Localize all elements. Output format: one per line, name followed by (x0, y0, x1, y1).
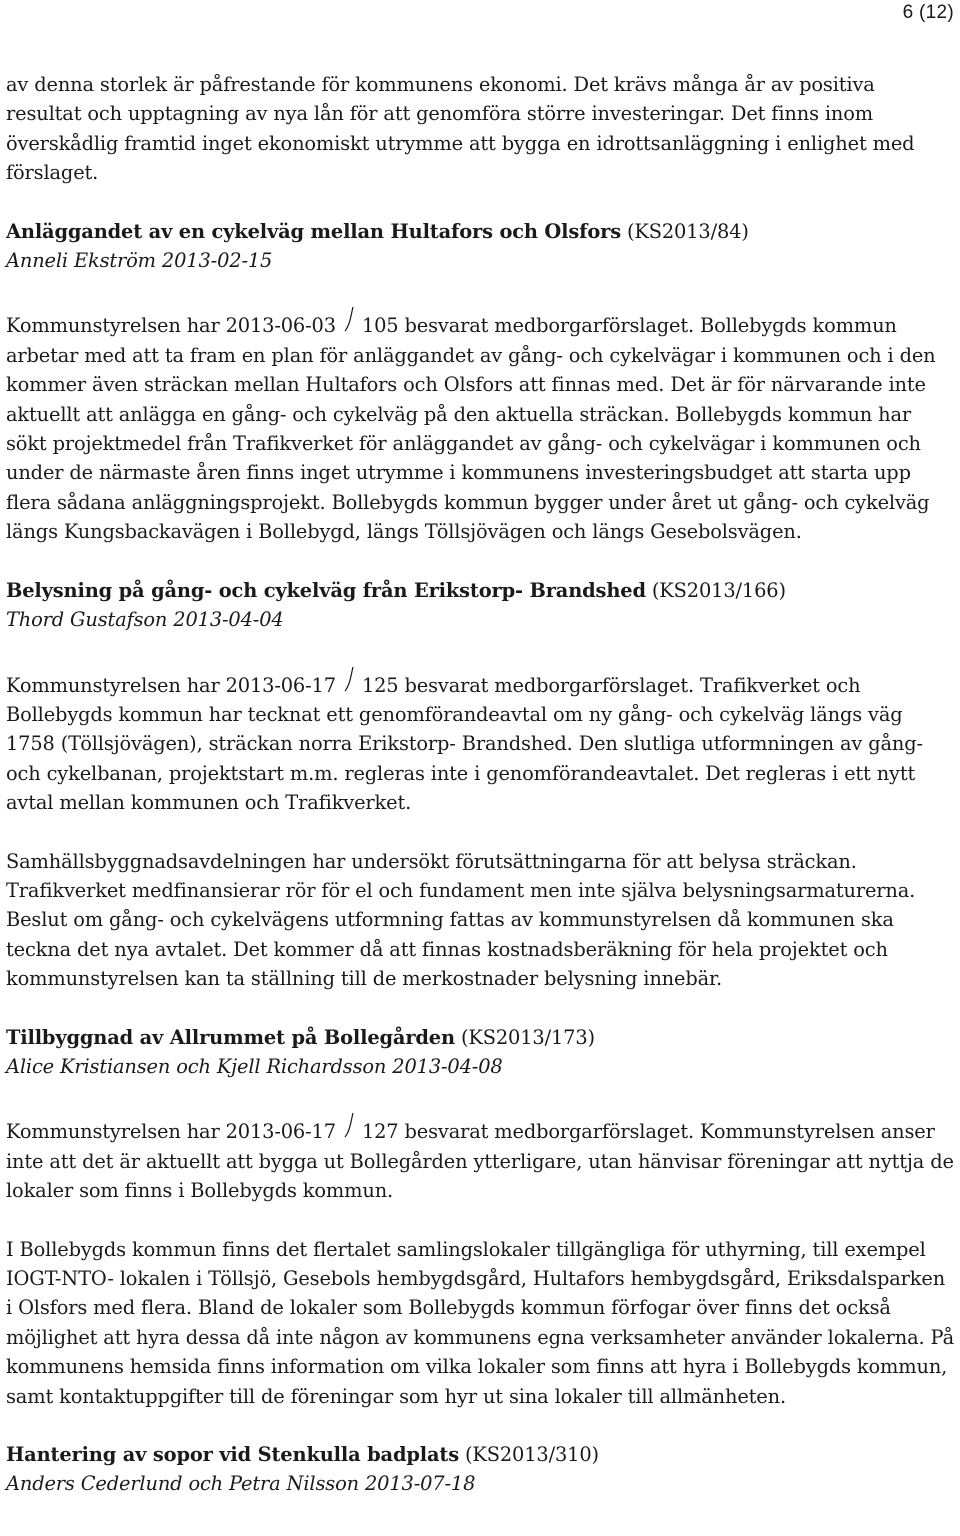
page-number: 6 (12) (902, 2, 954, 23)
section-heading (6, 1023, 954, 1052)
section-reference: (KS2013/84) (626, 219, 749, 243)
document-body (6, 70, 954, 1499)
section-reference: (KS2013/310) (464, 1443, 599, 1467)
paragraph-lead: Kommunstyrelsen har 2013-06-17 (6, 1120, 336, 1144)
section-sopor-stenkulla (6, 1440, 954, 1499)
section-heading (6, 1440, 954, 1469)
section-title: Belysning på gång- och cykelväg från Erikstorp- Brandshed (6, 578, 646, 602)
section-reference: (KS2013/173) (460, 1025, 595, 1049)
paragraph-text: besvarat medborgarförslaget. Bollebygds kommun arbetar med att ta fram en plan för anläggandet av gång- och cykelvägar i kommunen och i den kommer även sträckan mellan Hultafors och Olsfors att finnas med. Det är för närvarande inte aktuellt att anlägga en gång- och cykelväg på den aktuella sträckan. Bollebygds kommun har sökt projektmedel från Trafikverket för anläggandet av gång- och cykelvägar i kommunen och under de närmaste åren finns inget utrymme i kommunens investeringsbudget att starta upp flera sådana anläggningsprojekt. Bollebygds kommun bygger under året ut gång- och cykelväg längs Kungsbackavägen i Bollebygd, längs Töllsjövägen och längs Gesebolsvägen. (6, 314, 936, 544)
section-heading (6, 217, 954, 246)
paragraph-number: 105 (361, 314, 399, 338)
section-title: Hantering av sopor vid Stenkulla badplats (6, 1443, 459, 1467)
section-title: Tillbyggnad av Allrummet på Bollegården (6, 1025, 455, 1049)
section-paragraph (6, 664, 954, 818)
section-title: Anläggandet av en cykelväg mellan Hultafors och Olsfors (6, 219, 621, 243)
section-sign-icon (342, 665, 356, 693)
paragraph-number: 127 (361, 1120, 399, 1144)
section-sign-icon (342, 1111, 356, 1139)
paragraph-text: besvarat medborgarförslaget. Trafikverket och Bollebygds kommun har tecknat ett genomförandeavtal om ny gång- och cykelväg längs väg 1758 (Töllsjövägen), sträckan norra Erikstorp- Brandshed. Den slutliga utformningen av gång- och cykelbanan, projektstart m.m. regleras inte i genomförandeavtalet. Det regleras i ett nytt avtal mellan kommunen och Trafikverket. (6, 673, 923, 815)
section-byline: Thord Gustafson 2013-04-04 (6, 608, 284, 632)
section-sign-icon (342, 305, 356, 333)
section-belysning-erikstorp-brandshed (6, 576, 954, 994)
section-byline: Alice Kristiansen och Kjell Richardsson 2013-04-08 (6, 1054, 503, 1078)
section-heading (6, 576, 954, 605)
section-reference: (KS2013/166) (651, 578, 786, 602)
section-paragraph (6, 304, 954, 546)
section-byline: Anneli Ekström 2013-02-15 (6, 249, 273, 273)
paragraph-lead: Kommunstyrelsen har 2013-06-17 (6, 673, 336, 697)
paragraph-lead: Kommunstyrelsen har 2013-06-03 (6, 314, 336, 338)
section-tillbyggnad-allrummet (6, 1023, 954, 1411)
section-byline: Anders Cederlund och Petra Nilsson 2013-07-18 (6, 1472, 476, 1496)
section-paragraph (6, 1110, 954, 1205)
paragraph-text: besvarat medborgarförslaget. Kommunstyrelsen anser inte att det är aktuellt att bygga ut Bollegården ytterligare, utan hänvisar föreningar att nyttja de lokaler som finns i Bollebygds kommun. (6, 1120, 954, 1203)
section-cykelvag-hultafors-olsfors (6, 217, 954, 547)
section-paragraph: Samhällsbyggnadsavdelningen har undersökt förutsättningarna för att belysa sträckan. Trafikverket medfinansierar rör för el och fundament men inte själva belysningsarmaturerna. Beslut om gång- och cykelvägens utformning fattas av kommunstyrelsen då kommunen ska teckna det nya avtalet. Det kommer då att finnas kostnadsberäkning för hela projektet och kommunstyrelsen kan ta ställning till de merkostnader belysning innebär. (6, 849, 916, 991)
intro-paragraph: av denna storlek är påfrestande för kommunens ekonomi. Det krävs många år av positiva resultat och upptagning av nya lån för att genomföra större investeringar. Det finns inom överskådlig framtid inget ekonomiskt utrymme att bygga en idrottsanläggning i enlighet med förslaget. (6, 73, 915, 185)
section-paragraph: I Bollebygds kommun finns det flertalet samlingslokaler tillgängliga för uthyrning, till exempel IOGT-NTO- lokalen i Töllsjö, Gesebols hembygdsgård, Hultafors hembygdsgård, Eriksdalsparken i Olsfors med flera. Bland de lokaler som Bollebygds kommun förfogar över finns det också möjlighet att hyra dessa då inte någon av kommunens egna verksamheter använder lokalerna. På kommunens hemsida finns information om vilka lokaler som finns att hyra i Bollebygds kommun, samt kontaktuppgifter till de föreningar som hyr ut sina lokaler till allmänheten. (6, 1237, 954, 1408)
paragraph-number: 125 (361, 673, 399, 697)
